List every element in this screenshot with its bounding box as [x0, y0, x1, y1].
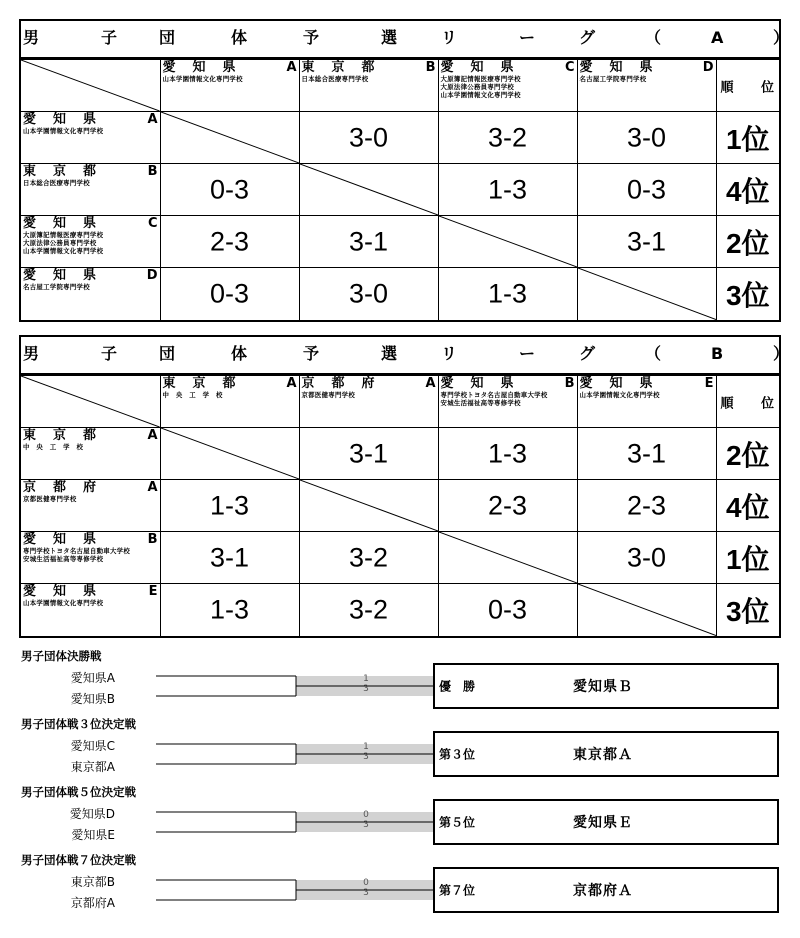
bracket-lines	[156, 810, 436, 850]
league-title-char: （	[645, 28, 662, 47]
self-match-cell	[160, 428, 299, 480]
team-prefecture: 東京都	[23, 428, 114, 443]
match-score: 3-2	[487, 122, 528, 152]
school-name: 中 央 工 学 校	[23, 443, 84, 451]
team-prefecture: 愛知県	[23, 268, 114, 283]
league-title-char: ）	[773, 344, 790, 363]
school-name: 安城生活福祉高等専修学校	[440, 399, 521, 407]
team-suffix: B	[564, 376, 575, 391]
match-team: 愛知県E	[71, 828, 115, 842]
league-title	[21, 21, 790, 59]
rank-cell	[716, 428, 779, 480]
match-team: 愛知県D	[69, 807, 115, 821]
team-prefecture: 愛知県	[440, 376, 531, 391]
team-row	[21, 532, 779, 584]
league-title-char: 体	[231, 28, 248, 47]
score-cell	[438, 584, 577, 636]
team-suffix: A	[286, 376, 297, 391]
self-match-cell	[577, 268, 716, 320]
score-cell	[299, 268, 438, 320]
school-name: 名古屋工学院専門学校	[23, 283, 90, 291]
header-row	[21, 376, 779, 428]
match-score: 1-3	[209, 594, 250, 625]
school-name: 大原法律公務員専門学校	[23, 239, 97, 247]
school-name: 日本総合医療専門学校	[301, 75, 369, 83]
rank-value: 2位	[725, 227, 770, 259]
match-score: 1-3	[487, 174, 528, 204]
rank-cell	[716, 216, 779, 268]
team-name	[21, 164, 160, 179]
team-name	[21, 216, 160, 231]
rank-header-char: 位	[760, 396, 774, 411]
school-name: 山本学園情報文化専門学校	[162, 75, 243, 83]
league-grid	[21, 59, 779, 320]
team-prefecture: 愛知県	[440, 60, 531, 75]
result-box	[433, 867, 779, 913]
team-name	[21, 268, 160, 283]
team-prefecture: 愛知県	[23, 112, 114, 127]
match-score: 3-1	[209, 542, 250, 572]
rank-cell	[716, 532, 779, 584]
match-title: 男子団体戦５位決定戦	[21, 785, 136, 799]
rank-cell	[716, 268, 779, 320]
match-score: 3-1	[348, 438, 389, 468]
school-name: 京都医健専門学校	[23, 495, 77, 503]
match-score: 1-3	[487, 438, 528, 468]
rank-value: 2位	[725, 439, 770, 471]
team-suffix: A	[147, 428, 158, 443]
school-name: 山本学園情報文化専門学校	[23, 247, 104, 255]
score-cell	[299, 532, 438, 584]
team-row	[21, 112, 779, 164]
match-title: 男子団体決勝戦	[21, 649, 102, 663]
set-score: 0	[363, 810, 369, 820]
score-cell	[160, 584, 299, 636]
league-a-table	[19, 19, 790, 322]
set-score: 1	[363, 674, 369, 684]
header-team-cell	[160, 376, 299, 428]
school-name: 専門学校トヨタ名古屋自動車大学校	[440, 391, 548, 399]
row-team-cell	[21, 480, 160, 532]
header-row	[21, 60, 779, 112]
team-prefecture: 愛知県	[579, 60, 670, 75]
match-score: 1-3	[209, 490, 250, 520]
set-score: 0	[363, 878, 369, 888]
score-cell	[438, 428, 577, 480]
team-suffix: A	[286, 60, 297, 75]
self-match-cell	[160, 112, 299, 164]
score-cell	[577, 216, 716, 268]
result-label: 優 勝	[439, 679, 476, 694]
team-name	[300, 60, 438, 75]
match-score: 3-0	[348, 122, 389, 152]
bracket-lines	[156, 878, 436, 918]
result-box	[433, 731, 779, 777]
rank-cell	[716, 112, 779, 164]
match-score: 3-0	[348, 278, 389, 309]
team-row	[21, 164, 779, 216]
match-team: 東京都B	[70, 875, 115, 889]
school-name: 大原法律公務員専門学校	[440, 83, 515, 91]
header-team-cell	[160, 60, 299, 112]
league-title-char: （	[645, 344, 662, 363]
school-name: 山本学園情報文化専門学校	[440, 91, 521, 99]
match-team: 京都府A	[70, 896, 115, 910]
team-name	[300, 376, 438, 391]
match-score: 0-3	[209, 278, 250, 309]
match-score: 3-0	[626, 542, 667, 572]
bracket-lines	[156, 742, 436, 782]
league-title-char: 団	[159, 344, 176, 363]
winner-name: 京都府Ａ	[573, 883, 633, 899]
school-name: 大原簿記情報医療専門学校	[440, 75, 521, 83]
match-score: 2-3	[209, 226, 250, 256]
league-title-char: B	[711, 344, 724, 363]
score-cell	[299, 428, 438, 480]
set-score: 3	[363, 684, 369, 694]
score-cell	[577, 532, 716, 584]
match-score: 1-3	[487, 278, 528, 309]
team-name	[161, 60, 299, 75]
school-name: 専門学校トヨタ名古屋自動車大学校	[23, 547, 131, 555]
set-score: 3	[363, 752, 369, 762]
league-title-char: ー	[519, 344, 536, 363]
rank-value: 4位	[725, 175, 770, 207]
school-name: 京都医健専門学校	[301, 391, 356, 399]
row-team-cell	[21, 216, 160, 268]
team-row	[21, 480, 779, 532]
team-prefecture: 愛知県	[579, 376, 670, 391]
league-title-char: ）	[773, 28, 790, 47]
score-cell	[577, 112, 716, 164]
league-title-char: リ	[441, 28, 458, 47]
rank-header-char: 順	[720, 396, 734, 411]
score-cell	[577, 164, 716, 216]
match-score: 0-3	[626, 174, 667, 204]
winner-name: 愛知県Ｂ	[573, 679, 633, 695]
team-row	[21, 216, 779, 268]
school-name: 山本学園情報文化専門学校	[23, 127, 104, 135]
match-score: 2-3	[487, 490, 528, 520]
team-name	[578, 60, 716, 75]
score-cell	[160, 164, 299, 216]
match-score: 0-3	[487, 594, 528, 625]
score-cell	[438, 164, 577, 216]
team-suffix: C	[147, 216, 158, 231]
header-team-cell	[299, 376, 438, 428]
team-row	[21, 268, 779, 320]
match-title: 男子団体戦３位決定戦	[21, 717, 136, 731]
match-title: 男子団体戦７位決定戦	[21, 853, 136, 867]
set-score: 1	[363, 742, 369, 752]
rank-header-char: 位	[760, 80, 774, 95]
league-title-char: グ	[579, 28, 596, 47]
rank-value: 4位	[725, 491, 770, 523]
league-title-char: 予	[303, 28, 320, 47]
team-suffix: B	[425, 60, 436, 75]
team-prefecture: 愛知県	[23, 532, 114, 547]
score-cell	[438, 268, 577, 320]
school-name: 名古屋工学院専門学校	[579, 75, 647, 83]
score-cell	[160, 480, 299, 532]
score-cell	[299, 216, 438, 268]
match-score: 3-1	[626, 438, 667, 468]
league-title-char: グ	[579, 344, 596, 363]
rank-value: 1位	[725, 543, 770, 575]
team-name	[21, 428, 160, 443]
self-match-cell	[438, 532, 577, 584]
school-name: 山本学園情報文化専門学校	[579, 391, 660, 399]
team-name	[439, 376, 577, 391]
rank-header-cell	[716, 60, 779, 112]
header-team-cell	[577, 60, 716, 112]
score-cell	[160, 216, 299, 268]
league-title	[21, 337, 790, 375]
score-cell	[577, 428, 716, 480]
result-label: 第３位	[439, 747, 476, 762]
header-team-cell	[577, 376, 716, 428]
winner-name: 愛知県Ｅ	[573, 815, 633, 831]
team-prefecture: 東京都	[301, 60, 392, 75]
school-name: 山本学園情報文化専門学校	[23, 599, 104, 607]
row-team-cell	[21, 268, 160, 320]
school-name: 大原簿記情報医療専門学校	[23, 231, 104, 239]
team-prefecture: 京都府	[23, 480, 114, 495]
row-team-cell	[21, 164, 160, 216]
league-title-char: リ	[441, 344, 458, 363]
score-cell	[299, 112, 438, 164]
result-box	[433, 799, 779, 845]
league-title-char: A	[711, 28, 724, 47]
school-name: 中 央 工 学 校	[162, 391, 223, 399]
bracket-lines	[156, 674, 436, 714]
team-name	[21, 480, 160, 495]
league-title-char: 団	[159, 28, 176, 47]
score-cell	[577, 480, 716, 532]
row-team-cell	[21, 584, 160, 636]
header-team-cell	[299, 60, 438, 112]
match-score: 3-1	[348, 226, 389, 256]
team-suffix: A	[147, 112, 158, 127]
team-suffix: E	[148, 584, 158, 599]
league-title-char: 子	[101, 28, 118, 47]
team-suffix: B	[147, 164, 158, 179]
self-match-cell	[577, 584, 716, 636]
team-suffix: D	[146, 268, 158, 283]
corner-cell	[21, 60, 160, 112]
rank-cell	[716, 480, 779, 532]
match-team: 東京都A	[70, 760, 115, 774]
rank-cell	[716, 164, 779, 216]
header-team-cell	[438, 60, 577, 112]
result-label: 第７位	[439, 883, 476, 898]
rank-header-char: 順	[720, 80, 734, 95]
team-suffix: A	[425, 376, 436, 391]
team-prefecture: 東京都	[23, 164, 114, 179]
match-team: 愛知県B	[70, 692, 115, 706]
score-cell	[438, 112, 577, 164]
team-name	[21, 112, 160, 127]
team-suffix: E	[704, 376, 714, 391]
row-team-cell	[21, 112, 160, 164]
result-label: 第５位	[439, 815, 476, 830]
team-prefecture: 京都府	[301, 376, 392, 391]
match-score: 0-3	[209, 174, 250, 204]
team-suffix: D	[702, 60, 714, 75]
rank-value: 3位	[725, 595, 770, 627]
score-cell	[438, 480, 577, 532]
league-title-char: 男	[23, 344, 40, 363]
school-name: 安城生活福祉高等専修学校	[23, 555, 104, 563]
rank-value: 1位	[725, 123, 770, 155]
team-name	[439, 60, 577, 75]
league-title-char: 子	[101, 344, 118, 363]
match-team: 愛知県C	[70, 739, 115, 753]
league-title-char: 体	[231, 344, 248, 363]
team-prefecture: 愛知県	[23, 584, 114, 599]
row-team-cell	[21, 428, 160, 480]
self-match-cell	[299, 480, 438, 532]
score-cell	[160, 532, 299, 584]
rank-value: 3位	[725, 279, 770, 311]
row-team-cell	[21, 532, 160, 584]
school-name: 日本総合医療専門学校	[23, 179, 90, 187]
league-title-char: 選	[381, 344, 398, 363]
self-match-cell	[438, 216, 577, 268]
rank-cell	[716, 584, 779, 636]
team-name	[161, 376, 299, 391]
match-score: 3-2	[348, 594, 389, 625]
score-cell	[160, 268, 299, 320]
team-name	[21, 532, 160, 547]
team-row	[21, 428, 779, 480]
set-score: 3	[363, 820, 369, 830]
match-score: 3-0	[626, 122, 667, 152]
match-score: 2-3	[626, 490, 667, 520]
set-score: 3	[363, 888, 369, 898]
team-prefecture: 愛知県	[23, 216, 114, 231]
league-title-char: 男	[23, 28, 40, 47]
team-name	[21, 584, 160, 599]
result-box	[433, 663, 779, 709]
team-prefecture: 愛知県	[162, 60, 253, 75]
match-score: 3-2	[348, 542, 389, 572]
team-row	[21, 584, 779, 636]
league-grid	[21, 375, 779, 636]
team-prefecture: 東京都	[162, 376, 253, 391]
score-cell	[299, 584, 438, 636]
league-title-char: ー	[519, 28, 536, 47]
corner-cell	[21, 376, 160, 428]
league-title-char: 予	[303, 344, 320, 363]
header-team-cell	[438, 376, 577, 428]
team-suffix: C	[564, 60, 575, 75]
league-title-char: 選	[381, 28, 398, 47]
rank-header-cell	[716, 376, 779, 428]
winner-name: 東京都Ａ	[573, 747, 633, 763]
league-b-table	[19, 335, 790, 638]
match-score: 3-1	[626, 226, 667, 256]
team-name	[578, 376, 716, 391]
match-team: 愛知県A	[70, 671, 115, 685]
team-suffix: A	[147, 480, 158, 495]
self-match-cell	[299, 164, 438, 216]
team-suffix: B	[147, 532, 158, 547]
